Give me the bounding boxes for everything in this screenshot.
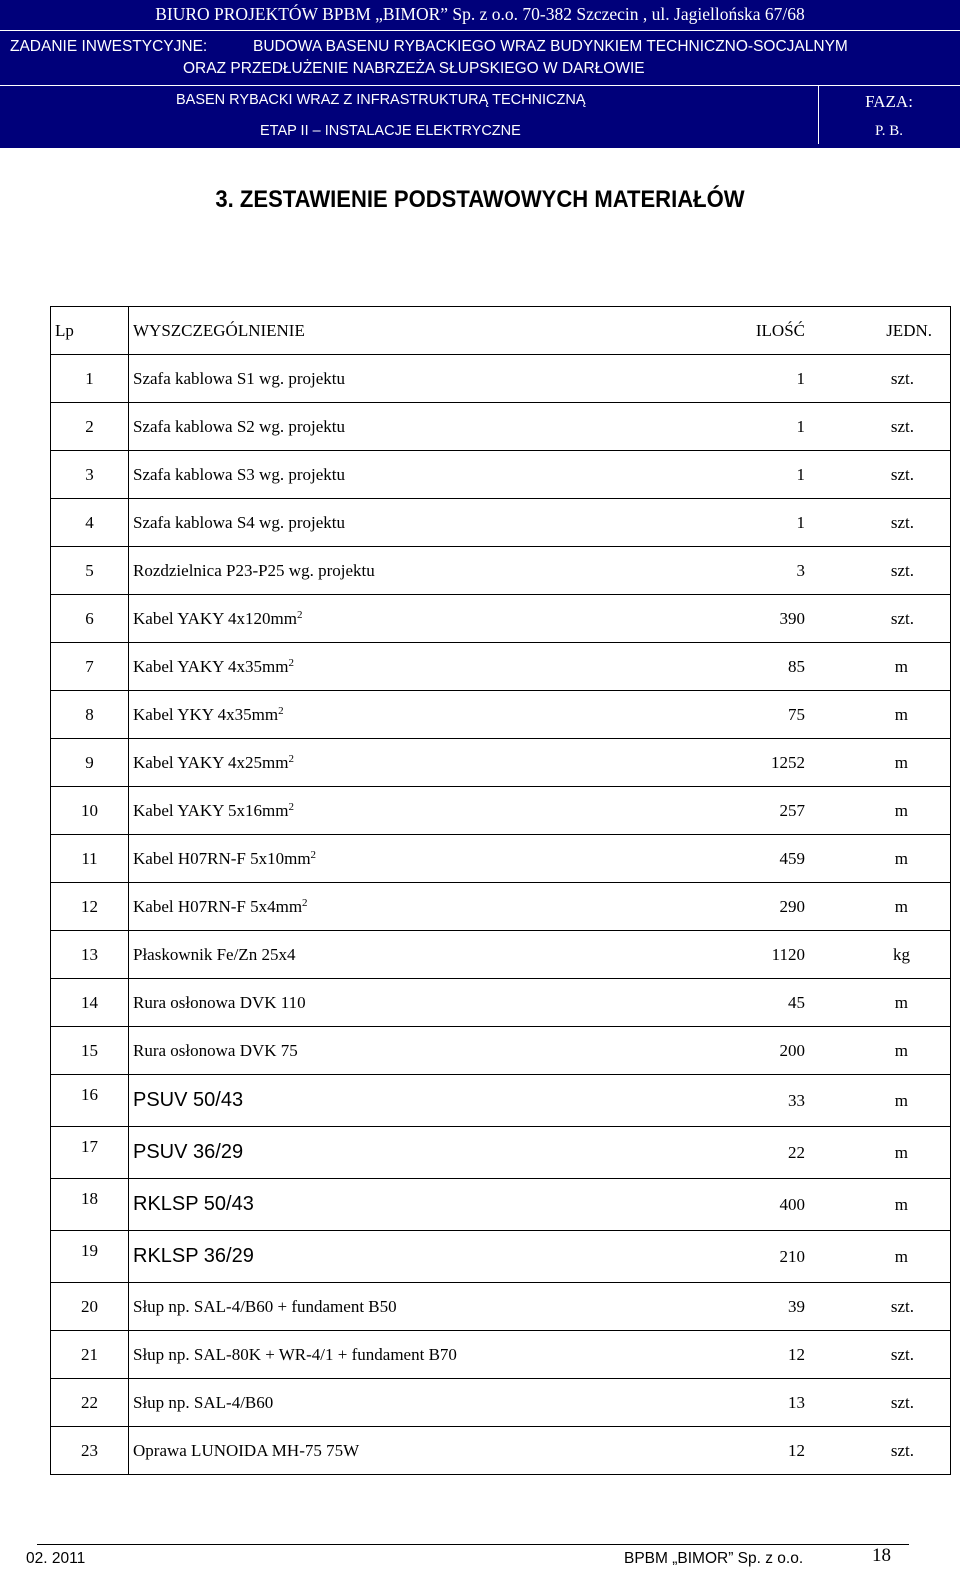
row-lp: 15: [51, 1027, 129, 1075]
row-name-text: Kabel H07RN-F 5x4mm: [133, 896, 303, 916]
row-name-superscript: 2: [288, 656, 294, 669]
row-lp: 21: [51, 1331, 129, 1379]
row-qty: 12: [705, 1331, 823, 1379]
row-unit: m: [823, 835, 951, 883]
row-name-superscript: 2: [288, 752, 294, 765]
row-qty: 1: [705, 499, 823, 547]
row-name: [129, 595, 706, 643]
row-unit: szt.: [823, 1331, 951, 1379]
phase-value: P. B.: [875, 123, 903, 139]
row-name-text: Płaskownik Fe/Zn 25x4: [133, 944, 296, 964]
header-qty: ILOŚĆ: [705, 307, 823, 355]
row-qty: 1: [705, 355, 823, 403]
row-name: [129, 499, 706, 547]
table-row: [51, 691, 951, 739]
row-name-text: Rozdzielnica P23-P25 wg. projektu: [133, 560, 375, 580]
table-row: [51, 595, 951, 643]
row-name: [129, 1231, 706, 1283]
table-row: [51, 451, 951, 499]
row-name: [129, 1331, 706, 1379]
row-name-text: RKLSP 36/29: [133, 1245, 254, 1267]
row-qty: 39: [705, 1283, 823, 1331]
row-unit: m: [823, 1075, 951, 1127]
row-unit: m: [823, 979, 951, 1027]
row-unit: m: [823, 691, 951, 739]
row-name: [129, 1075, 706, 1127]
object-name: BASEN RYBACKI WRAZ Z INFRASTRUKTURĄ TECHNICZNĄ: [176, 92, 586, 108]
row-lp: 5: [51, 547, 129, 595]
row-name-text: Kabel YKY 4x35mm: [133, 704, 279, 724]
header-unit: JEDN.: [823, 307, 951, 355]
table-row: [51, 1127, 951, 1179]
row-name-text: Kabel YAKY 5x16mm: [133, 800, 289, 820]
row-lp: 14: [51, 979, 129, 1027]
row-name: [129, 643, 706, 691]
row-name: [129, 1127, 706, 1179]
row-name-superscript: 2: [278, 704, 284, 717]
row-name: [129, 1379, 706, 1427]
row-name-text: Szafa kablowa S4 wg. projektu: [133, 512, 345, 532]
row-lp: 19: [51, 1231, 129, 1283]
row-lp: 22: [51, 1379, 129, 1427]
row-lp: 11: [51, 835, 129, 883]
row-name: [129, 403, 706, 451]
materials-table: [50, 306, 951, 1475]
table-row: [51, 1231, 951, 1283]
row-qty: 75: [705, 691, 823, 739]
table-row: [51, 403, 951, 451]
row-qty: 33: [705, 1075, 823, 1127]
page-title: 3. ZESTAWIENIE PODSTAWOWYCH MATERIAŁÓW: [215, 186, 745, 213]
table-row: [51, 499, 951, 547]
row-lp: 17: [51, 1127, 129, 1179]
table-row: [51, 1427, 951, 1475]
table-row: [51, 1379, 951, 1427]
row-name-text: Kabel YAKY 4x35mm: [133, 656, 289, 676]
table-row: [51, 931, 951, 979]
row-lp: 8: [51, 691, 129, 739]
stage-name: ETAP II – INSTALACJE ELEKTRYCZNE: [260, 123, 521, 139]
row-lp: 10: [51, 787, 129, 835]
row-qty: 1120: [705, 931, 823, 979]
row-unit: szt.: [823, 499, 951, 547]
row-unit: m: [823, 739, 951, 787]
row-unit: m: [823, 643, 951, 691]
header-divider: [0, 30, 960, 31]
table-row: [51, 1283, 951, 1331]
table-row: [51, 643, 951, 691]
row-name-text: RKLSP 50/43: [133, 1193, 254, 1215]
row-name: [129, 355, 706, 403]
row-qty: 290: [705, 883, 823, 931]
row-qty: 200: [705, 1027, 823, 1075]
row-qty: 1: [705, 451, 823, 499]
table-row: [51, 883, 951, 931]
row-name-superscript: 2: [310, 848, 317, 861]
row-lp: 20: [51, 1283, 129, 1331]
row-qty: 400: [705, 1179, 823, 1231]
row-qty: 390: [705, 595, 823, 643]
row-lp: 9: [51, 739, 129, 787]
table-row: [51, 835, 951, 883]
row-unit: szt.: [823, 1427, 951, 1475]
row-name-text: Szafa kablowa S2 wg. projektu: [133, 416, 345, 436]
row-qty: 85: [705, 643, 823, 691]
row-name: [129, 835, 706, 883]
header-name: WYSZCZEGÓLNIENIE: [129, 307, 706, 355]
row-lp: 2: [51, 403, 129, 451]
row-qty: 3: [705, 547, 823, 595]
page-number: 18: [872, 1545, 891, 1566]
row-unit: m: [823, 883, 951, 931]
row-lp: 1: [51, 355, 129, 403]
table-row: [51, 1179, 951, 1231]
row-unit: m: [823, 787, 951, 835]
investment-line-1: BUDOWA BASENU RYBACKIEGO WRAZ BUDYNKIEM TECHNICZNO-SOCJALNYM: [253, 38, 848, 55]
row-name-superscript: 2: [297, 608, 303, 621]
row-unit: kg: [823, 931, 951, 979]
header-divider: [0, 85, 960, 86]
office-name: BIURO PROJEKTÓW BPBM „BIMOR” Sp. z o.o. 70-382 Szczecin , ul. Jagiellońska 67/68: [155, 4, 805, 24]
row-name-text: Kabel YAKY 4x120mm: [133, 608, 297, 628]
row-lp: 23: [51, 1427, 129, 1475]
row-name: [129, 931, 706, 979]
materials-table-body: [51, 307, 951, 1475]
row-unit: szt.: [823, 403, 951, 451]
row-name: [129, 1027, 706, 1075]
row-name-superscript: 2: [288, 800, 294, 813]
row-qty: 22: [705, 1127, 823, 1179]
row-name-text: Kabel H07RN-F 5x10mm: [133, 848, 311, 868]
row-name-text: PSUV 36/29: [133, 1141, 244, 1163]
row-lp: 7: [51, 643, 129, 691]
row-qty: 1252: [705, 739, 823, 787]
table-row: [51, 1075, 951, 1127]
table-row: [51, 547, 951, 595]
row-unit: szt.: [823, 547, 951, 595]
row-unit: szt.: [823, 451, 951, 499]
table-row: [51, 355, 951, 403]
row-lp: 12: [51, 883, 129, 931]
row-unit: szt.: [823, 1283, 951, 1331]
row-qty: 257: [705, 787, 823, 835]
row-unit: szt.: [823, 595, 951, 643]
row-name-text: Oprawa LUNOIDA MH-75 75W: [133, 1440, 360, 1460]
row-name-text: Słup np. SAL-4/B60 + fundament B50: [133, 1296, 397, 1316]
row-unit: m: [823, 1179, 951, 1231]
row-lp: 4: [51, 499, 129, 547]
row-name: [129, 451, 706, 499]
table-row: [51, 1331, 951, 1379]
row-name-text: Rura osłonowa DVK 75: [133, 1040, 298, 1060]
header-lp: Lp: [51, 307, 129, 355]
row-name: [129, 1427, 706, 1475]
row-unit: m: [823, 1231, 951, 1283]
row-qty: 13: [705, 1379, 823, 1427]
phase-label: FAZA:: [865, 92, 913, 111]
table-row: [51, 739, 951, 787]
investment-label: ZADANIE INWESTYCYJNE:: [10, 38, 208, 55]
row-lp: 18: [51, 1179, 129, 1231]
row-lp: 13: [51, 931, 129, 979]
row-name: [129, 547, 706, 595]
footer-rule: [37, 1544, 909, 1545]
table-row: [51, 1027, 951, 1075]
row-lp: 3: [51, 451, 129, 499]
table-row: [51, 979, 951, 1027]
table-row: [51, 787, 951, 835]
row-name: [129, 1179, 706, 1231]
row-name-superscript: 2: [302, 896, 308, 909]
row-qty: 45: [705, 979, 823, 1027]
row-name: [129, 979, 706, 1027]
row-name-text: Szafa kablowa S3 wg. projektu: [133, 464, 345, 484]
investment-line-2: ORAZ PRZEDŁUŻENIE NABRZEŻA SŁUPSKIEGO W DARŁOWIE: [183, 60, 645, 77]
row-lp: 16: [51, 1075, 129, 1127]
footer-date: 02. 2011: [26, 1550, 86, 1567]
row-name-text: Szafa kablowa S1 wg. projektu: [133, 368, 345, 388]
row-unit: m: [823, 1027, 951, 1075]
row-name: [129, 883, 706, 931]
row-unit: szt.: [823, 1379, 951, 1427]
row-name: [129, 787, 706, 835]
table-header-row: [51, 307, 951, 355]
row-name-text: Słup np. SAL-4/B60: [133, 1392, 274, 1412]
row-name-text: Kabel YAKY 4x25mm: [133, 752, 289, 772]
row-qty: 459: [705, 835, 823, 883]
row-name-text: PSUV 50/43: [133, 1089, 244, 1111]
row-qty: 210: [705, 1231, 823, 1283]
row-name: [129, 739, 706, 787]
row-unit: m: [823, 1127, 951, 1179]
row-name: [129, 691, 706, 739]
row-qty: 12: [705, 1427, 823, 1475]
row-qty: 1: [705, 403, 823, 451]
row-name: [129, 1283, 706, 1331]
document-header: [0, 0, 960, 148]
row-name-text: Słup np. SAL-80K + WR-4/1 + fundament B70: [133, 1344, 457, 1364]
footer-company: BPBM „BIMOR” Sp. z o.o.: [624, 1550, 804, 1567]
row-lp: 6: [51, 595, 129, 643]
row-unit: szt.: [823, 355, 951, 403]
row-name-text: Rura osłonowa DVK 110: [133, 992, 306, 1012]
